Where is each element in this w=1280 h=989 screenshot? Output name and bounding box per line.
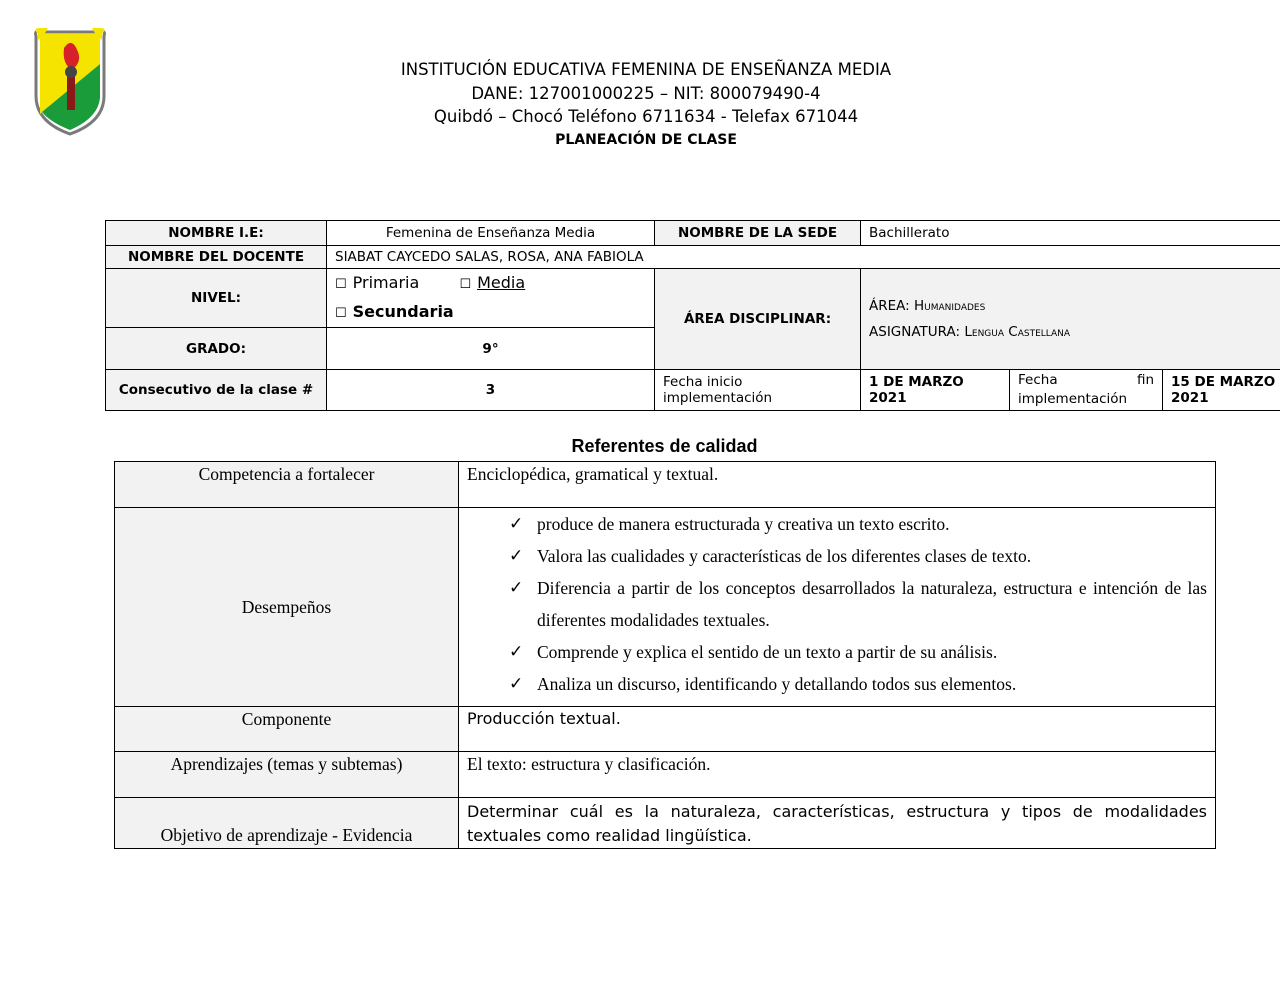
- location-phone: Quibdó – Chocó Teléfono 6711634 - Telefax 671044: [433, 107, 859, 126]
- nivel-secundaria: Secundaria: [352, 302, 454, 321]
- grado-label: GRADO:: [106, 328, 327, 370]
- list-item: [509, 508, 1207, 540]
- list-item: [509, 668, 1207, 700]
- check-icon: ✓: [509, 578, 524, 598]
- competencia-value: Enciclopédica, gramatical y textual.: [459, 462, 1216, 508]
- area-label: ÁREA DISCIPLINAR:: [655, 269, 861, 370]
- fecha-inicio-label: Fecha inicio implementación: [655, 370, 861, 411]
- nivel-media: Media: [477, 273, 526, 292]
- docente-value: SIABAT CAYCEDO SALAS, ROSA, ANA FABIOLA: [327, 246, 1280, 269]
- fecha-fin-label-1: Fecha: [1018, 372, 1058, 388]
- sede-label: NOMBRE DE LA SEDE: [655, 221, 861, 246]
- document-header: [330, 58, 962, 151]
- checkbox-icon: ☐: [459, 277, 472, 292]
- checkbox-icon: ☐: [335, 277, 347, 292]
- checkbox-icon: ☐: [335, 306, 347, 321]
- desempeno-text: Analiza un discurso, identificando y detallando todos sus elementos.: [537, 674, 1017, 694]
- area-value-cell: [861, 269, 1280, 370]
- document-title: PLANEACIÓN DE CLASE: [555, 131, 737, 148]
- check-icon: ✓: [509, 514, 524, 534]
- desempeno-text: Diferencia a partir de los conceptos desarrollados la naturaleza, estructura e intención de las diferentes modalidades textuales.: [537, 578, 1207, 630]
- desempenos-label: Desempeños: [115, 508, 459, 707]
- desempenos-cell: [459, 508, 1216, 707]
- consecutivo-value: 3: [327, 370, 655, 411]
- referentes-title: Referentes de calidad: [571, 436, 758, 456]
- school-crest-logo: [28, 26, 112, 138]
- competencia-label: Competencia a fortalecer: [115, 462, 459, 508]
- nivel-options: [327, 269, 655, 328]
- aprendizajes-label: Aprendizajes (temas y subtemas): [115, 752, 459, 798]
- desempenos-list: [467, 508, 1207, 706]
- nombre-ie-label: NOMBRE I.E:: [106, 221, 327, 246]
- fecha-fin-label-2: fin: [1136, 372, 1155, 388]
- grado-value: 9°: [327, 328, 655, 370]
- institution-name: INSTITUCIÓN EDUCATIVA FEMENINA DE ENSEÑANZA MEDIA: [400, 60, 892, 79]
- area-prefix: ÁREA:: [869, 298, 914, 314]
- fecha-fin-value: 15 DE MARZO 2021: [1163, 370, 1280, 411]
- nivel-label: NIVEL:: [106, 269, 327, 328]
- desempeno-text: Comprende y explica el sentido de un texto a partir de su análisis.: [537, 642, 998, 662]
- desempeno-text: produce de manera estructurada y creativa un texto escrito.: [537, 514, 950, 534]
- docente-label: NOMBRE DEL DOCENTE: [106, 246, 327, 269]
- referentes-table: [114, 461, 1216, 849]
- area-value: Humanidades: [914, 298, 986, 314]
- check-icon: ✓: [509, 642, 524, 662]
- asignatura-prefix: ASIGNATURA:: [869, 324, 965, 340]
- class-info-table: [105, 220, 1280, 411]
- objetivo-value: Determinar cuál es la naturaleza, características, estructura y tipos de modalidades textuales como realidad lingüística.: [459, 798, 1216, 849]
- dane-nit: DANE: 127001000225 – NIT: 800079490-4: [471, 83, 821, 103]
- sede-value: Bachillerato: [861, 221, 1280, 246]
- aprendizajes-value: El texto: estructura y clasificación.: [459, 752, 1216, 798]
- componente-value: Producción textual.: [459, 707, 1216, 752]
- list-item: [509, 540, 1207, 572]
- list-item: [509, 572, 1207, 636]
- check-icon: ✓: [509, 546, 524, 566]
- consecutivo-label: Consecutivo de la clase #: [106, 370, 327, 411]
- fecha-fin-label-3: implementación: [1018, 391, 1128, 407]
- componente-label: Componente: [115, 707, 459, 752]
- desempeno-text: Valora las cualidades y características de los diferentes clases de texto.: [537, 546, 1032, 566]
- objetivo-label: Objetivo de aprendizaje - Evidencia: [115, 798, 459, 849]
- asignatura-value: Lengua Castellana: [964, 324, 1071, 340]
- fecha-inicio-value: 1 DE MARZO 2021: [861, 370, 1010, 411]
- list-item: [509, 636, 1207, 668]
- fecha-fin-label: [1010, 370, 1163, 411]
- nombre-ie-value: Femenina de Enseñanza Media: [327, 221, 655, 246]
- check-icon: ✓: [509, 674, 524, 694]
- nivel-primaria: Primaria: [352, 273, 420, 292]
